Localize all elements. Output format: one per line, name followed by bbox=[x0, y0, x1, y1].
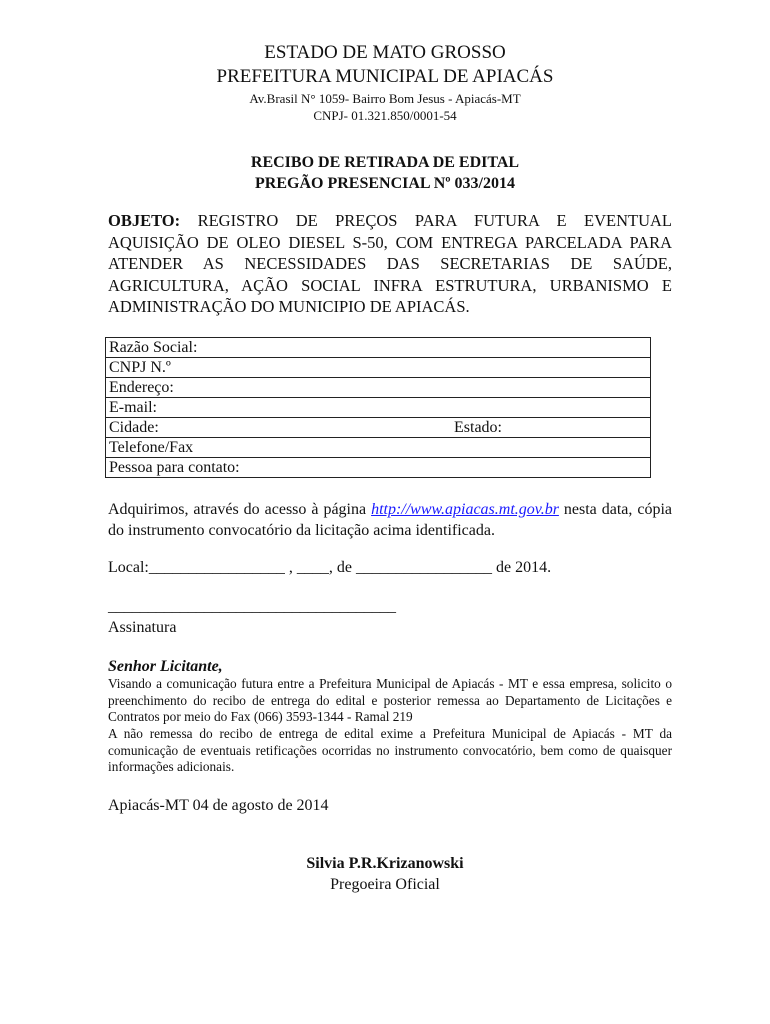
company-info-form bbox=[105, 337, 651, 478]
official-role: Pregoeira Oficial bbox=[330, 876, 440, 893]
acquire-text-after: nesta data, cópia do instrumento convocatório da licitação acima identificada. bbox=[108, 501, 672, 539]
local-date-line: Local:_________________ , ____, de _________________ de 2014. bbox=[108, 559, 552, 576]
form-row-cnpj[interactable] bbox=[106, 358, 650, 378]
acquire-text-before: Adquirimos, através do acesso à página bbox=[108, 501, 372, 518]
cidade-label: Cidade: bbox=[109, 419, 159, 436]
signature-label: Assinatura bbox=[108, 619, 177, 636]
email-label: E-mail: bbox=[109, 399, 157, 416]
objeto-text: REGISTRO DE PREÇOS PARA FUTURA E EVENTUAL AQUISIÇÃO DE OLEO DIESEL S-50, COM ENTREGA PARCELADA PARA ATENDER AS NECESSIDADES DAS SECRETARIAS DE SAÚDE, AGRICULTURA, AÇÃO SOCIAL INFRA ESTRUTURA, URBANISMO E ADMINISTRAÇÃO DO MUNICIPIO DE APIACÁS. bbox=[108, 211, 672, 316]
form-row-endereco[interactable] bbox=[106, 378, 650, 398]
licitante-heading: Senhor Licitante, bbox=[108, 658, 223, 675]
form-row-cidade[interactable] bbox=[106, 418, 650, 438]
licitante-paragraph-2: A não remessa do recibo de entrega de edital exime a Prefeitura Municipal de Apiacás - MT da comunicação de eventuais retificações ocorridas no instrumento convocatório, bem como de quaisquer informações adicionais. bbox=[108, 726, 672, 774]
contato-label: Pessoa para contato: bbox=[109, 459, 240, 476]
website-link[interactable]: http://www.apiacas.mt.gov.br bbox=[371, 501, 559, 518]
objeto-paragraph bbox=[108, 210, 672, 318]
razao-social-label: Razão Social: bbox=[109, 339, 198, 356]
acquire-paragraph bbox=[108, 499, 672, 541]
cnpj-label: CNPJ N.º bbox=[109, 359, 171, 376]
header-cnpj: CNPJ- 01.321.850/0001-54 bbox=[313, 108, 457, 123]
licitante-paragraph-1: Visando a comunicação futura entre a Prefeitura Municipal de Apiacás - MT e essa empresa, solicito o preenchimento do recibo de entrega do edital e posterior remessa ao Departamento de Licitações e Contratos por meio do Fax (066) 3593-1344 - Ramal 219 bbox=[108, 676, 672, 724]
document-title: RECIBO DE RETIRADA DE EDITAL bbox=[250, 154, 520, 171]
header-address: Av.Brasil N° 1059- Bairro Bom Jesus - Apiacás-MT bbox=[249, 91, 521, 106]
header-prefecture: PREFEITURA MUNICIPAL DE APIACÁS bbox=[216, 66, 554, 87]
endereco-label: Endereço: bbox=[109, 379, 174, 396]
form-row-razao-social[interactable] bbox=[106, 338, 650, 358]
objeto-label: OBJETO: bbox=[108, 211, 181, 230]
form-row-telefone[interactable] bbox=[106, 438, 650, 458]
telefone-label: Telefone/Fax bbox=[109, 439, 194, 456]
official-name: Silvia P.R.Krizanowski bbox=[306, 855, 464, 872]
form-row-contato[interactable] bbox=[106, 458, 650, 478]
header-state: ESTADO DE MATO GROSSO bbox=[264, 42, 506, 63]
date-line: Apiacás-MT 04 de agosto de 2014 bbox=[108, 797, 329, 814]
form-row-email[interactable] bbox=[106, 398, 650, 418]
estado-label: Estado: bbox=[454, 419, 502, 436]
signature-line: ____________________________________ bbox=[108, 598, 396, 615]
document-subtitle: PREGÃO PRESENCIAL Nº 033/2014 bbox=[255, 175, 515, 192]
